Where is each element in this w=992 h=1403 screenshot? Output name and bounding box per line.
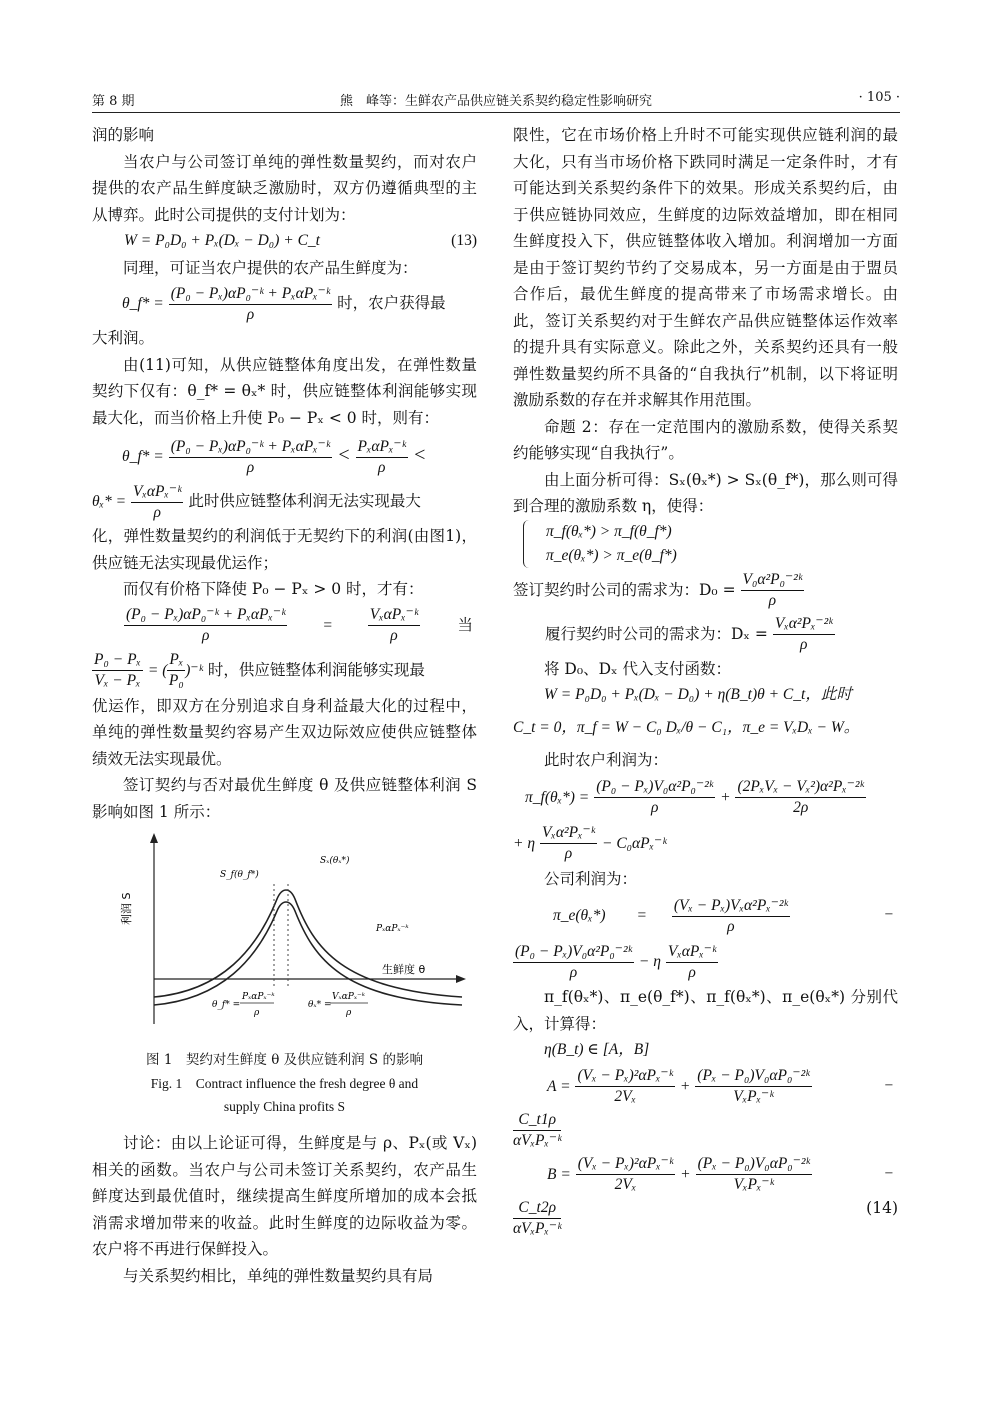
header-rule: [92, 112, 900, 113]
paragraph: 优运作，即双方在分别追求自身利益最大化的过程中，单纯的弹性数量契约容易产生双边际效应使供应链整体绩效无法实现最优。: [92, 696, 477, 768]
label-px: PₓαPₓ⁻ᵏ: [376, 924, 409, 934]
farmer-profit: π_f(θₓ*) = $\frac{\text{(P₀ − Pₓ)V₀α²P₀⁻²ᵏ}}{\rho}$ + $\frac{\text{(2PₓVₓ − Vₓ²)α²Pₓ⁻²ᵏ}}{2\rho}$: [525, 778, 864, 816]
equation-profits: C_t = 0，π_f = W − C₀ Dₓ/θ − C₁，π_e = VₓDₓ − W。: [513, 718, 860, 736]
svg-text:ρ: ρ: [254, 1008, 260, 1018]
figure-caption-en: Fig. 1 Contract influence the fresh degree θ and: [150, 1076, 419, 1091]
paragraph: 而仅有价格下降使 P₀ − Pₓ > 0 时，才有：: [123, 580, 424, 598]
paragraph: 命题 2：存在一定范围内的激励系数，使得关系契约能够实现“自我执行”。: [513, 417, 898, 462]
paragraph: 公司利润为：: [544, 869, 638, 888]
paragraph: π_f(θₓ*)、π_e(θ_f*)、π_f(θₓ*)、π_e(θₓ*) 分别代入，计算得：: [513, 988, 898, 1033]
label-theta-f: θ_f* =: [212, 1000, 241, 1010]
demand-dx: 履行契约时公司的需求为：Dₓ = $\frac{\text{Vₓα²Pₓ⁻²ᵏ}}{\rho}$: [545, 615, 833, 653]
equation-theta-f: θ_f* = $\frac{\text{(P₀ − Pₓ)αP₀⁻ᵏ + PₓαPₓ⁻ᵏ}}{\rho}$ 时，农户获得最: [122, 284, 446, 323]
paragraph: 讨论：由以上论证可得，生鲜度是与 ρ、Pₓ(或 Vₓ)相关的函数。当农户与公司未签订关系契约，农产品生鲜度达到最优值时，继续提高生鲜度所增加的成本会抵消需求增加带来的收益。此时生鲜度的边际收益为零。农户将不再进行保鲜投入。: [92, 1134, 477, 1258]
equation-number: (14): [866, 1198, 898, 1217]
figure-caption-cn: 图 1 契约对生鲜度 θ 及供应链利润 S 的影响: [146, 1052, 423, 1068]
svg-text:VₓαPₓ⁻ᵏ: VₓαPₓ⁻ᵏ: [332, 992, 366, 1002]
paragraph: 化，弹性数量契约的利润低于无契约下的利润(由图1)，供应链无法实现最优运作；: [92, 527, 477, 572]
equation-number: (13): [451, 232, 477, 249]
company-profit-continued: $\frac{\text{(P₀ − Pₓ)V₀α²P₀⁻²ᵏ}}{\rho}$ − η $\frac{\text{VₓαPₓ⁻ᵏ}}{\rho}$: [515, 942, 717, 981]
company-profit: π_e(θₓ*) = $\frac{\text{(Vₓ − Pₓ)Vₓα²Pₓ⁻²ᵏ}}{\rho}$ −: [553, 896, 894, 935]
paragraph: 润的影响: [92, 126, 155, 144]
bound-b-continued: $\frac{C\_t2\rho}{\text{αVₓPₓ⁻ᵏ}}$ (14): [513, 1196, 898, 1240]
inequality-continued: θₓ* = $\frac{\text{VₓαPₓ⁻ᵏ}}{\rho}$ 此时供应链整体利润无法实现最大: [92, 482, 421, 521]
issue-number: 第 8 期: [92, 94, 135, 109]
running-title: 熊 峰等：生鲜农产品供应链关系契约稳定性影响研究: [339, 94, 652, 109]
right-column: [513, 122, 898, 1240]
paragraph: 与关系契约相比，单纯的弹性数量契约具有局: [123, 1266, 434, 1285]
paragraph: 当农户与公司签订单纯的弹性数量契约，而对农户提供的农产品生鲜度缺乏激励时，双方仍遵循典型的主从博弈。此时公司提供的支付计划为：: [92, 152, 477, 224]
eta-range: η(B_t) ∈ [A，B]: [544, 1041, 650, 1058]
equation-payment: W = P₀D₀ + Pₓ(Dₓ − D₀) + η(B_t)θ + C_t，此时: [544, 686, 852, 703]
figure-caption-en: supply China profits S: [223, 1099, 346, 1114]
paragraph: 限性，它在市场价格上升时不可能实现供应链利润的最大化，只有当市场价格下跌同时满足一定条件时，才有可能达到关系契约条件下的效果。形成关系契约后，由于供应链协同效应，生鲜度的边际效益增加，即在相同生鲜度投入下，供应链整体收入增加。利润增加一方面是由于签订契约节约了交易成本，另一方面是由于盟员合作后，最优生鲜度的提高带来了市场需求增长。由此，签订关系契约对于生鲜农产品供应链整体运作效率的提升具有实际意义。除此之外，关系契约还具有一般弹性数量契约所不具备的“自我执行”机制，以下将证明激励系数的存在并求解其作用范围。: [513, 126, 898, 409]
paragraph: 由(11)可知，从供应链整体角度出发，在弹性数量契约下仅有：θ_f* = θₓ* 时，供应链整体利润能够实现最大化，而当价格上升使 P₀ − Pₓ < 0 时，则有：: [92, 355, 477, 427]
inequality: θ_f* = $\frac{\text{(P₀ − Pₓ)αP₀⁻ᵏ + PₓαPₓ⁻ᵏ}}{\rho}$ < $\frac{\text{PₓαPₓ⁻ᵏ}}{\rho}$ <: [122, 437, 427, 476]
label-sx: Sₓ(θₓ*): [320, 856, 350, 866]
figure-1: [92, 829, 477, 1049]
equation-condition: $\frac{\text{(P₀ − Pₓ)αP₀⁻ᵏ + PₓαPₓ⁻ᵏ}}{\rho}$ = $\frac{\text{VₓαPₓ⁻ᵏ}}{\rho}$ 当: [126, 606, 473, 644]
running-header: [92, 90, 900, 112]
left-column: [92, 122, 477, 1289]
paragraph: 将 D₀、Dₓ 代入支付函数：: [544, 659, 731, 678]
equation-ratio: $\frac{\text{P₀ − Pₓ}}{\text{Vₓ − Pₓ}}$ = ( $\frac{\text{Pₓ}}{\text{P₀}}$ )⁻ᵏ 时，供应链整体利润能够实现最: [94, 651, 425, 689]
paragraph: 签订契约与否对最优生鲜度 θ 及供应链整体利润 S 影响如图 1 所示：: [92, 776, 477, 821]
svg-text:PₓαPₓ⁻ᵏ: PₓαPₓ⁻ᵏ: [242, 992, 275, 1002]
bound-a-continued: $\frac{C\_t1\rho}{\text{αVₓPₓ⁻ᵏ}}$: [513, 1111, 562, 1149]
x-axis-arrow: [456, 975, 466, 983]
paragraph: 同理，可证当农户提供的农产品生鲜度为：: [123, 258, 418, 277]
profit-curve-figure: [92, 829, 477, 1049]
label-theta-x: θₓ* =: [308, 1000, 332, 1010]
demand-d0: 签订契约时公司的需求为：D₀ = $\frac{\text{V₀α²P₀⁻²ᵏ}}{\rho}$: [513, 571, 803, 609]
bound-b: B = $\frac{\text{(Vₓ − Pₓ)²αPₓ⁻ᵏ}}{\text{2Vₓ}}$ + $\frac{\text{(Pₓ − P₀)V₀αP₀⁻²ᵏ}}{\text{VₓPₓ⁻ᵏ}}$ −: [547, 1155, 894, 1193]
bound-a: A = $\frac{\text{(Vₓ − Pₓ)²αPₓ⁻ᵏ}}{\text{2Vₓ}}$ + $\frac{\text{(Pₓ − P₀)V₀αP₀⁻²ᵏ}}{\text{VₓPₓ⁻ᵏ}}$ −: [547, 1067, 894, 1105]
x-axis-label: 生鲜度 θ: [382, 963, 426, 976]
y-axis-arrow: [150, 833, 158, 843]
y-axis-label: 利润 S: [120, 892, 133, 925]
svg-text:ρ: ρ: [346, 1008, 352, 1018]
page-number: · 105 ·: [858, 90, 900, 105]
farmer-profit-continued: + η $\frac{\text{Vₓα²Pₓ⁻ᵏ}}{\rho}$ − C₀αPₓ⁻ᵏ: [513, 824, 667, 862]
paragraph: 由上面分析可得：Sₓ(θₓ*) > Sₓ(θ_f*)，那么则可得到合理的激励系数 η，使得：: [513, 470, 898, 515]
paragraph: 此时农户利润为：: [544, 751, 669, 769]
curve-sx: [154, 890, 462, 997]
label-sf: S_f(θ_f*): [220, 870, 259, 880]
curve-sf: [154, 902, 462, 1005]
inequality-system: π_f(θₓ*) > π_f(θ_f*) π_e(θₓ*) > π_e(θ_f*): [523, 520, 898, 568]
paragraph: 大利润。: [92, 329, 155, 347]
equation-13: W = P₀D₀ + Pₓ(Dₓ − D₀) + C_t (13): [92, 228, 477, 255]
